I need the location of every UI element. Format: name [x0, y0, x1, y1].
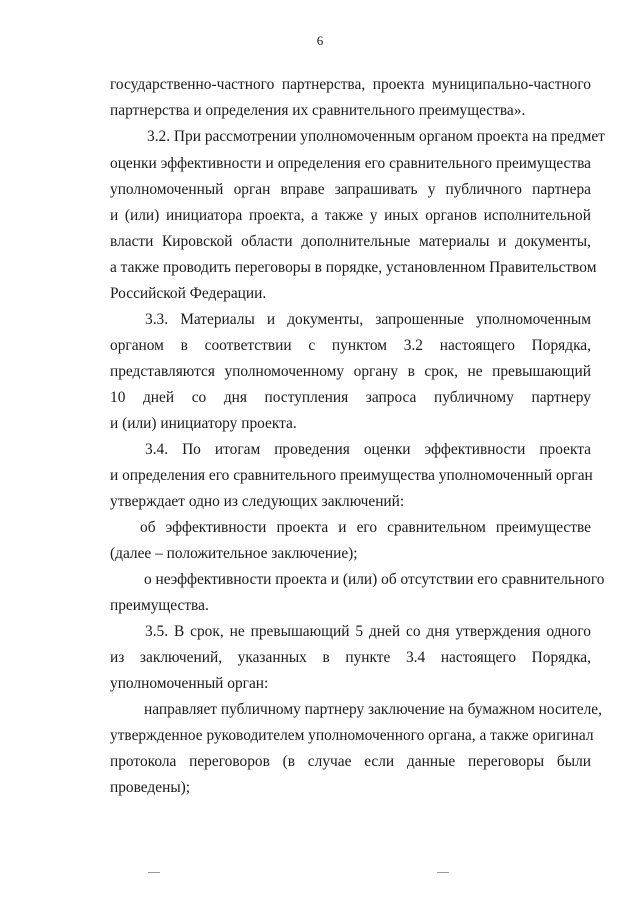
text-line: проведены);	[110, 779, 191, 796]
text-line: уполномоченный орган:	[110, 675, 269, 692]
text-line: власти Кировской области дополнительные материалы и документы,	[110, 233, 591, 250]
text-line: уполномоченный орган вправе запрашивать у публичного партнера	[110, 181, 591, 198]
text-line: утвержденное руководителем уполномоченного органа, а также оригинал	[110, 727, 594, 744]
text-line: утверждает одно из следующих заключений:	[110, 493, 405, 510]
text-line: об эффективности проекта и его сравнительном преимуществе	[140, 519, 591, 536]
text-line: 10 дней со дня поступления запроса публичному партнеру	[110, 389, 591, 406]
text-line: о неэффективности проекта и (или) об отсутствии его сравнительного	[144, 571, 605, 588]
scan-artifact-mark	[437, 872, 449, 873]
text-line: 3.3. Материалы и документы, запрошенные уполномоченным	[145, 311, 591, 328]
text-line: протокола переговоров (в случае если данные переговоры были	[110, 753, 591, 770]
text-line: оценки эффективности и определения его сравнительного преимущества	[110, 155, 591, 172]
text-line: 3.4. По итогам проведения оценки эффективности проекта	[145, 441, 591, 458]
text-line: и (или) инициатора проекта, а также у иных органов исполнительной	[110, 207, 591, 224]
text-line: из заключений, указанных в пункте 3.4 настоящего Порядка,	[110, 649, 591, 666]
text-line: Российской Федерации.	[110, 285, 267, 302]
text-line: 3.5. В срок, не превышающий 5 дней со дня утверждения одного	[145, 623, 591, 640]
text-line: и определения его сравнительного преимущества уполномоченный орган	[110, 467, 593, 484]
text-line: (далее – положительное заключение);	[110, 545, 358, 562]
text-line: органом в соответствии с пунктом 3.2 настоящего Порядка,	[110, 337, 591, 354]
text-line: направляет публичному партнеру заключение на бумажном носителе,	[144, 701, 602, 718]
scan-artifact-mark	[148, 872, 160, 873]
text-line: государственно-частного партнерства, проекта муниципально-частного	[110, 76, 591, 93]
text-line: и (или) инициатору проекта.	[110, 415, 297, 432]
text-line: партнерства и определения их сравнительного преимущества».	[110, 102, 526, 119]
text-line: 3.2. При рассмотрении уполномоченным органом проекта на предмет	[147, 128, 605, 145]
text-line: преимущества.	[110, 597, 209, 614]
text-line: представляются уполномоченному органу в срок, не превышающий	[110, 363, 591, 380]
page-number: 6	[316, 33, 324, 48]
text-line: а также проводить переговоры в порядке, установленном Правительством	[110, 259, 597, 276]
